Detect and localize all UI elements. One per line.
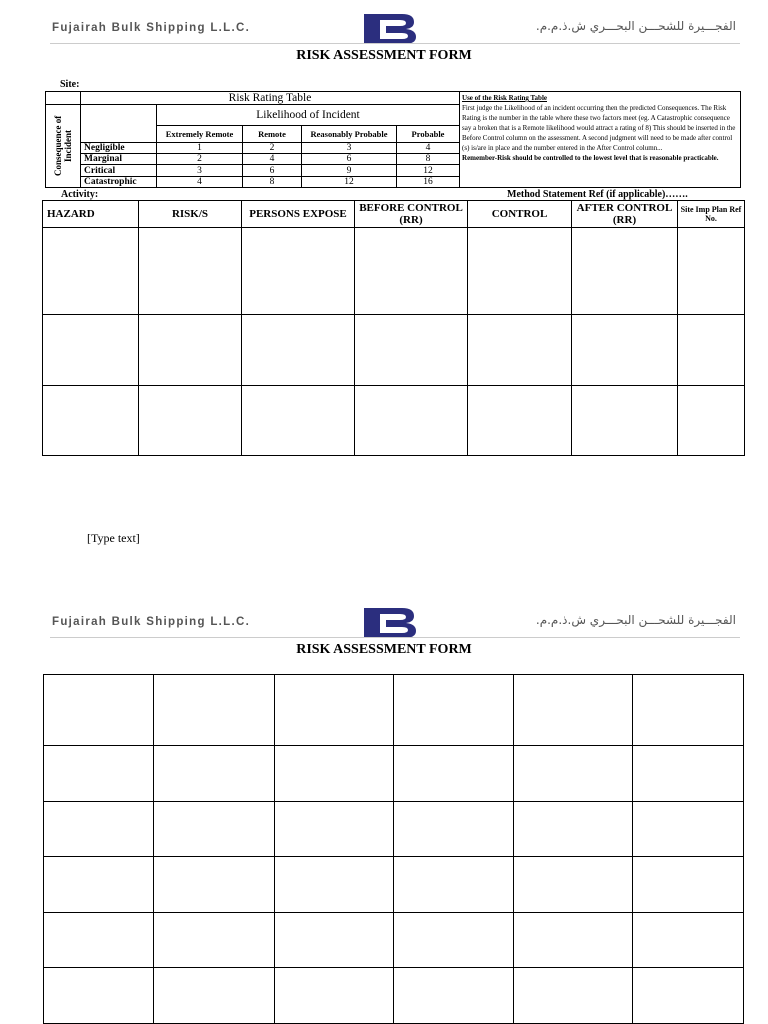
rating-cell: 9 <box>302 165 397 176</box>
consequence-label: Catastrophic <box>81 176 157 187</box>
use-text: First judge the Likelihood of an incident occurring then the predicted Consequences. The Risk Rating is the number in the table where these two factors meet (eg. A Catastrophic consequence say a broken that is a Remote likelihood would attract a rating of 8) This should be inserted in the Before Control column on the assessment. A second judgment will need to be made after control (s) is/are in place and the number entered in the After Control column... <box>462 104 736 152</box>
assessment-table <box>42 200 745 456</box>
col-header-risks: RISK/S <box>139 201 242 228</box>
table-cell[interactable] <box>44 675 154 746</box>
table-row <box>43 228 745 315</box>
use-note: Remember-Risk should be controlled to the lowest level that is reasonable practicable. <box>462 154 719 162</box>
table-cell[interactable] <box>242 315 355 386</box>
table-cell[interactable] <box>275 857 394 913</box>
table-cell[interactable] <box>633 746 744 802</box>
table-row <box>44 913 744 968</box>
table-cell[interactable] <box>154 968 275 1024</box>
table-cell[interactable] <box>572 315 678 386</box>
table-cell[interactable] <box>275 802 394 857</box>
letterhead <box>50 12 740 46</box>
rating-cell: 4 <box>397 143 460 154</box>
rating-cell: 4 <box>243 154 302 165</box>
table-row <box>44 746 744 802</box>
rating-cell: 6 <box>243 165 302 176</box>
table-cell[interactable] <box>43 315 139 386</box>
col-header-before-control: BEFORE CONTROL (RR) <box>355 201 468 228</box>
rating-cell: 8 <box>397 154 460 165</box>
rating-cell: 1 <box>157 143 243 154</box>
likelihood-col: Probable <box>397 125 460 142</box>
table-cell[interactable] <box>394 746 514 802</box>
col-header-hazard: HAZARD <box>43 201 139 228</box>
table-cell[interactable] <box>139 228 242 315</box>
site-label: Site: <box>60 79 80 90</box>
risk-rating-table <box>45 91 741 188</box>
header-divider <box>50 637 740 638</box>
rating-cell: 6 <box>302 154 397 165</box>
table-cell[interactable] <box>242 386 355 456</box>
table-cell[interactable] <box>633 675 744 746</box>
risk-table-title: Risk Rating Table <box>81 92 460 105</box>
table-cell[interactable] <box>355 228 468 315</box>
table-cell[interactable] <box>44 802 154 857</box>
table-cell[interactable] <box>514 746 633 802</box>
table-cell[interactable] <box>44 968 154 1024</box>
likelihood-col: Extremely Remote <box>157 125 243 142</box>
rating-cell: 16 <box>397 176 460 187</box>
table-cell[interactable] <box>572 386 678 456</box>
table-cell[interactable] <box>139 315 242 386</box>
table-cell[interactable] <box>468 315 572 386</box>
rating-cell: 8 <box>243 176 302 187</box>
table-cell[interactable] <box>275 746 394 802</box>
activity-label: Activity: <box>61 189 99 200</box>
rating-cell: 3 <box>157 165 243 176</box>
col-header-control: CONTROL <box>468 201 572 228</box>
letterhead <box>50 606 740 640</box>
table-cell[interactable] <box>154 746 275 802</box>
table-row <box>43 386 745 456</box>
table-row <box>44 968 744 1024</box>
page-title: RISK ASSESSMENT FORM <box>296 48 472 63</box>
col-header-persons: PERSONS EXPOSE <box>242 201 355 228</box>
table-cell[interactable] <box>355 386 468 456</box>
table-cell[interactable] <box>154 857 275 913</box>
page-title: RISK ASSESSMENT FORM <box>296 642 472 657</box>
likelihood-col: Remote <box>243 125 302 142</box>
table-cell[interactable] <box>154 913 275 968</box>
consequence-label: Marginal <box>81 154 157 165</box>
use-title: Use of the Risk Rating Table <box>462 94 547 102</box>
table-cell[interactable] <box>275 675 394 746</box>
company-name-ar: الفجـــيرة للشحـــن البحـــري ش.ذ.م.م. <box>535 19 736 33</box>
table-cell[interactable] <box>44 746 154 802</box>
table-cell[interactable] <box>154 802 275 857</box>
fbs-logo-icon <box>362 606 418 640</box>
likelihood-col: Reasonably Probable <box>302 125 397 142</box>
table-cell[interactable] <box>678 386 745 456</box>
company-name-en: Fujairah Bulk Shipping L.L.C. <box>52 22 251 34</box>
company-name-ar: الفجـــيرة للشحـــن البحـــري ش.ذ.م.م. <box>535 613 736 627</box>
table-cell[interactable] <box>394 968 514 1024</box>
table-cell[interactable] <box>514 857 633 913</box>
table-cell[interactable] <box>633 913 744 968</box>
table-cell[interactable] <box>139 386 242 456</box>
table-cell[interactable] <box>275 913 394 968</box>
rating-cell: 3 <box>302 143 397 154</box>
col-header-site-imp-plan: Site Imp Plan Ref No. <box>678 201 745 228</box>
rating-cell: 4 <box>157 176 243 187</box>
table-cell[interactable] <box>394 802 514 857</box>
consequence-label: Consequence of Incident <box>53 116 73 177</box>
header-divider <box>50 43 740 44</box>
table-cell[interactable] <box>678 315 745 386</box>
table-cell[interactable] <box>633 802 744 857</box>
rating-cell: 12 <box>397 165 460 176</box>
table-cell[interactable] <box>514 675 633 746</box>
table-cell[interactable] <box>678 228 745 315</box>
table-cell[interactable] <box>154 675 275 746</box>
table-row <box>44 675 744 746</box>
rating-cell: 12 <box>302 176 397 187</box>
assessment-continuation-table <box>43 674 744 1024</box>
table-cell[interactable] <box>514 913 633 968</box>
table-row <box>44 857 744 913</box>
table-cell[interactable] <box>43 386 139 456</box>
table-cell[interactable] <box>468 228 572 315</box>
table-cell[interactable] <box>355 315 468 386</box>
likelihood-title: Likelihood of Incident <box>157 105 460 125</box>
table-cell[interactable] <box>394 913 514 968</box>
consequence-label: Negligible <box>81 143 157 154</box>
rating-cell: 2 <box>243 143 302 154</box>
table-cell[interactable] <box>394 857 514 913</box>
table-cell[interactable] <box>514 802 633 857</box>
footer-placeholder-text[interactable]: [Type text] <box>87 531 140 545</box>
table-cell[interactable] <box>242 228 355 315</box>
rating-cell: 2 <box>157 154 243 165</box>
table-cell[interactable] <box>633 968 744 1024</box>
company-name-en: Fujairah Bulk Shipping L.L.C. <box>52 616 251 628</box>
consequence-label: Critical <box>81 165 157 176</box>
table-row <box>44 802 744 857</box>
table-row <box>43 315 745 386</box>
table-cell[interactable] <box>394 675 514 746</box>
col-header-after-control: AFTER CONTROL (RR) <box>572 201 678 228</box>
risk-table-instructions <box>460 92 741 188</box>
method-statement-label: Method Statement Ref (if applicable)……. <box>507 189 688 200</box>
table-cell[interactable] <box>43 228 139 315</box>
assessment-header-row <box>43 201 745 228</box>
table-cell[interactable] <box>514 968 633 1024</box>
table-cell[interactable] <box>44 913 154 968</box>
table-cell[interactable] <box>572 228 678 315</box>
table-cell[interactable] <box>275 968 394 1024</box>
table-cell[interactable] <box>44 857 154 913</box>
table-cell[interactable] <box>633 857 744 913</box>
table-cell[interactable] <box>468 386 572 456</box>
fbs-logo-icon <box>362 12 418 46</box>
